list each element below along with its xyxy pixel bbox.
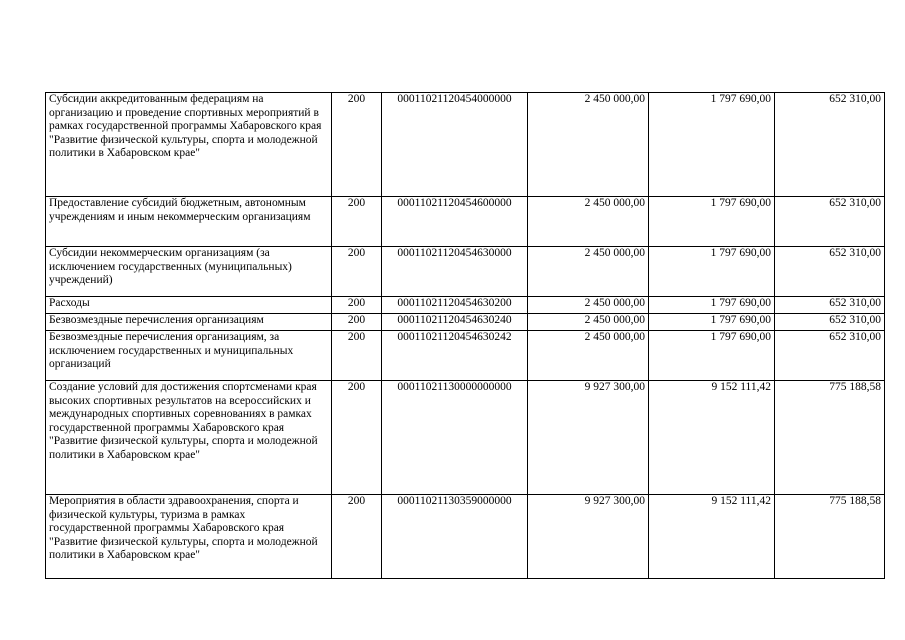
row-budget-code: 00011021120454000000 <box>382 93 528 197</box>
row-executed: 1 797 690,00 <box>649 297 775 314</box>
row-remaining: 652 310,00 <box>775 297 885 314</box>
row-executed: 1 797 690,00 <box>649 247 775 297</box>
row-remaining: 775 188,58 <box>775 495 885 579</box>
row-name: Создание условий для достижения спортсменами края высоких спортивных результатов на всероссийских и международных спортивных соревнованиях в рамках государственной программы Хабаровского края "Развитие физической культуры, спорта и молодежной политики в Хабаровском крае" <box>46 381 332 495</box>
row-remaining: 652 310,00 <box>775 331 885 381</box>
row-executed: 1 797 690,00 <box>649 314 775 331</box>
table-row <box>46 495 885 579</box>
row-admin-code: 200 <box>332 197 382 247</box>
row-remaining: 652 310,00 <box>775 314 885 331</box>
table-row <box>46 247 885 297</box>
row-admin-code: 200 <box>332 331 382 381</box>
row-executed: 1 797 690,00 <box>649 197 775 247</box>
row-budget-code: 00011021130000000000 <box>382 381 528 495</box>
row-name: Субсидии аккредитованным федерациям на организацию и проведение спортивных мероприятий в рамках государственной программы Хабаровского края "Развитие физической культуры, спорта и молодежной политики в Хабаровском крае" <box>46 93 332 197</box>
row-remaining: 652 310,00 <box>775 247 885 297</box>
row-executed: 1 797 690,00 <box>649 93 775 197</box>
row-plan: 2 450 000,00 <box>528 314 649 331</box>
row-budget-code: 00011021120454630000 <box>382 247 528 297</box>
row-remaining: 652 310,00 <box>775 197 885 247</box>
row-executed: 9 152 111,42 <box>649 495 775 579</box>
table-row <box>46 331 885 381</box>
row-name: Мероприятия в области здравоохранения, спорта и физической культуры, туризма в рамках государственной программы Хабаровского края "Развитие физической культуры, спорта и молодежной политики в Хабаровском крае" <box>46 495 332 579</box>
row-budget-code: 00011021120454630200 <box>382 297 528 314</box>
row-name: Предоставление субсидий бюджетным, автономным учреждениям и иным некоммерческим организациям <box>46 197 332 247</box>
row-plan: 2 450 000,00 <box>528 93 649 197</box>
row-executed: 1 797 690,00 <box>649 331 775 381</box>
row-plan: 9 927 300,00 <box>528 381 649 495</box>
row-admin-code: 200 <box>332 314 382 331</box>
row-plan: 2 450 000,00 <box>528 197 649 247</box>
table-row <box>46 197 885 247</box>
row-budget-code: 00011021120454600000 <box>382 197 528 247</box>
row-remaining: 775 188,58 <box>775 381 885 495</box>
row-executed: 9 152 111,42 <box>649 381 775 495</box>
row-name: Расходы <box>46 297 332 314</box>
row-name: Безвозмездные перечисления организациям <box>46 314 332 331</box>
row-name: Безвозмездные перечисления организациям, за исключением государственных и муниципальных организаций <box>46 331 332 381</box>
row-plan: 2 450 000,00 <box>528 247 649 297</box>
row-name: Субсидии некоммерческим организациям (за исключением государственных (муниципальных) учреждений) <box>46 247 332 297</box>
row-budget-code: 00011021130359000000 <box>382 495 528 579</box>
table-row <box>46 381 885 495</box>
row-budget-code: 00011021120454630240 <box>382 314 528 331</box>
table-row <box>46 93 885 197</box>
row-admin-code: 200 <box>332 93 382 197</box>
row-admin-code: 200 <box>332 495 382 579</box>
row-admin-code: 200 <box>332 381 382 495</box>
row-budget-code: 00011021120454630242 <box>382 331 528 381</box>
table-row <box>46 297 885 314</box>
row-plan: 9 927 300,00 <box>528 495 649 579</box>
budget-execution-table <box>45 92 885 579</box>
row-admin-code: 200 <box>332 297 382 314</box>
row-plan: 2 450 000,00 <box>528 331 649 381</box>
row-plan: 2 450 000,00 <box>528 297 649 314</box>
row-admin-code: 200 <box>332 247 382 297</box>
row-remaining: 652 310,00 <box>775 93 885 197</box>
table-row <box>46 314 885 331</box>
